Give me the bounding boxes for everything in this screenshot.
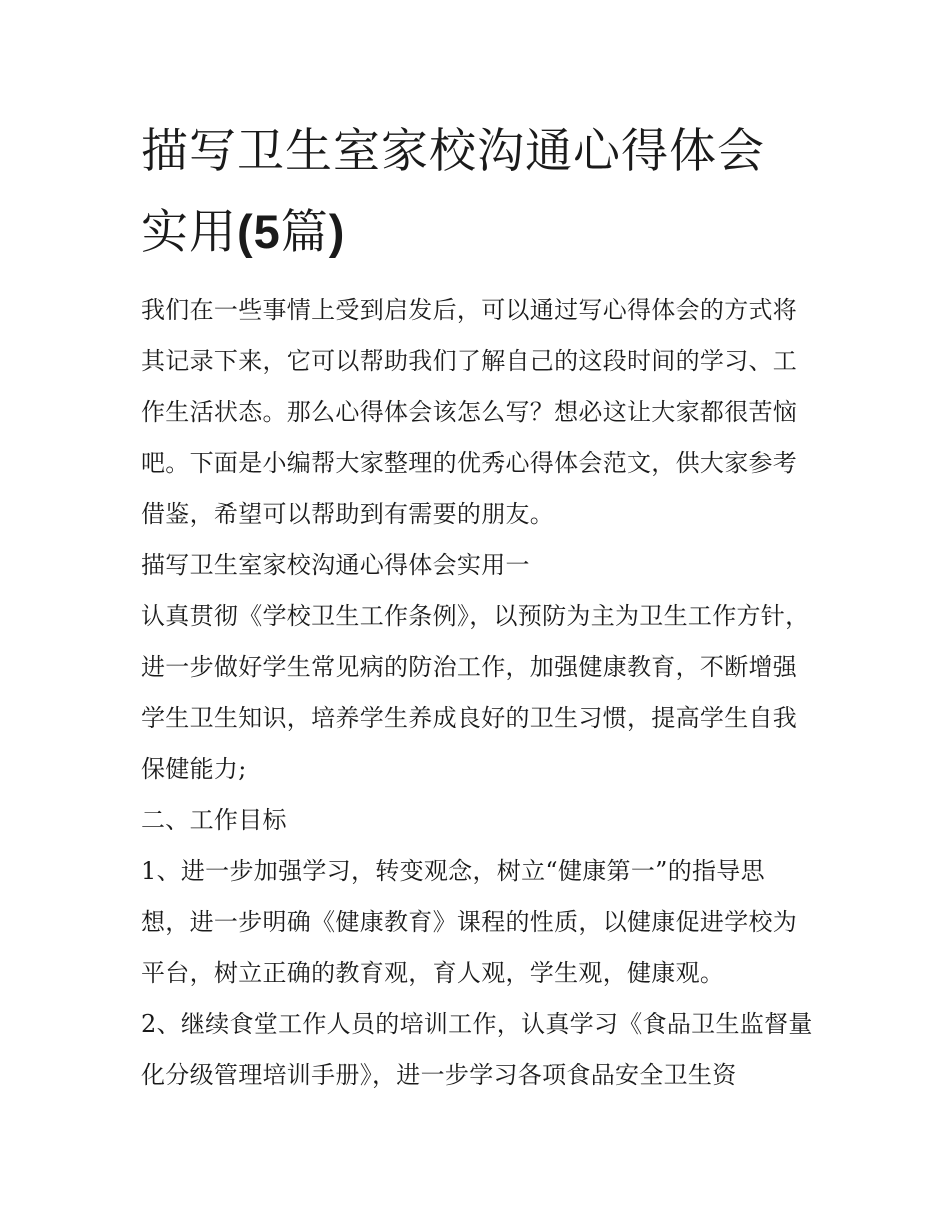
title-line-2-middle: 篇 [280,205,329,260]
document-page [141,112,813,1101]
document-body [141,285,813,1101]
document-title [141,112,813,273]
guiding-principle-paragraph: 认真贯彻《学校卫生工作条例》，以预防为主为卫生工作方针，进一步做好学生常见病的防治工作，加强健康教育，不断增强学生卫生知识，培养学生养成良好的卫生习惯，提高学生自我保健能力; [141,602,810,783]
work-goals-heading: 二、工作目标 [141,806,287,834]
goal-item-2: 2、继续食堂工作人员的培训工作，认真学习《食品卫生监督量化分级管理培训手册》，进一步学习各项食品安全卫生资 [141,1010,813,1089]
title-line-2-prefix: 实用 [141,205,237,260]
title-line-1: 描写卫生室家校沟通心得体会 [141,124,765,179]
title-line-2-suffix: ) [328,205,346,258]
section-heading: 描写卫生室家校沟通心得体会实用一 [141,551,530,579]
title-line-2-number: (5 [237,205,281,258]
goal-item-1: 1、进一步加强学习，转变观念，树立“健康第一”的指导思想，进一步明确《健康教育》课程的性质，以健康促进学校为平台，树立正确的教育观，育人观，学生观，健康观。 [141,857,798,987]
intro-paragraph: 我们在一些事情上受到启发后，可以通过写心得体会的方式将其记录下来，它可以帮助我们了解自己的这段时间的学习、工作生活状态。那么心得体会该怎么写？想必这让大家都很苦恼吧。下面是小编帮大家整理的优秀心得体会范文，供大家参考借鉴，希望可以帮助到有需要的朋友。 [141,296,798,528]
